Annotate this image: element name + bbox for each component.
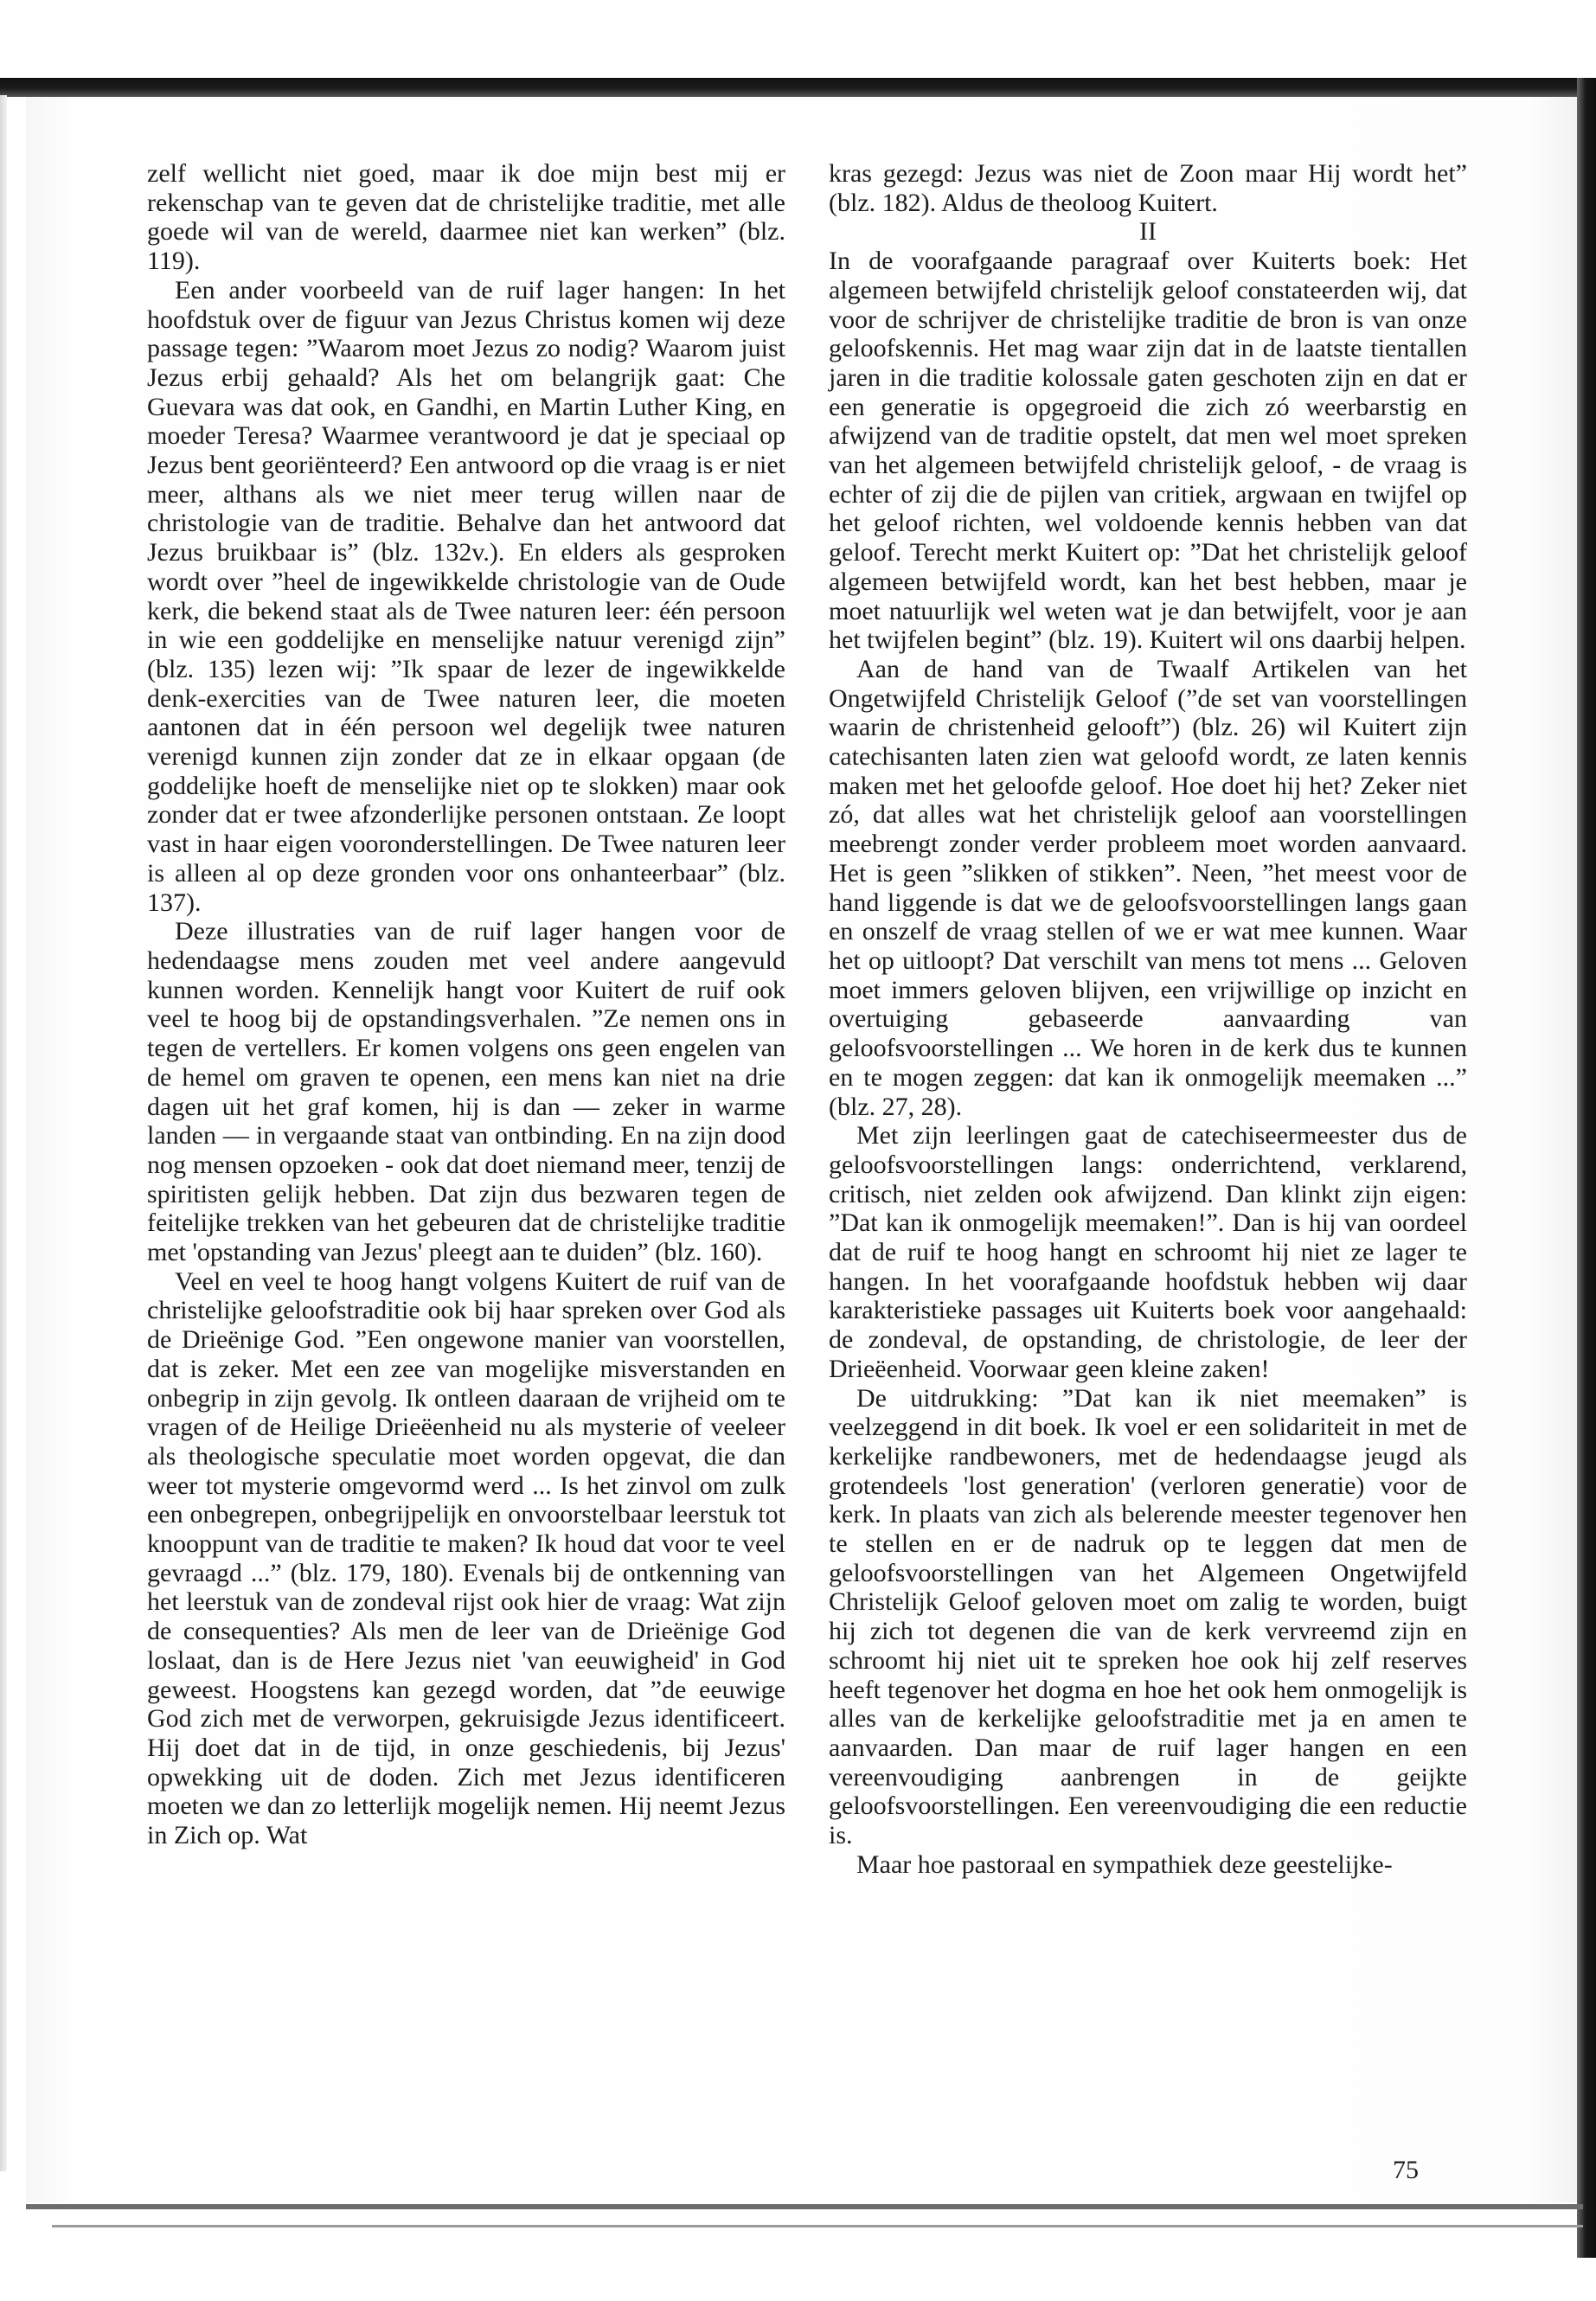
paragraph: Deze illustraties van de ruif lager hangen voor de hedendaagse mens zouden met veel andere aangevuld kunnen worden. Kennelijk hangt voor Kuitert de ruif ook veel te hoog bij de opstandingsverhalen. ”Ze nemen ons in tegen de vertellers. Er komen volgens ons geen engelen van de hemel om graven te openen, een mens kan niet na drie dagen uit het graf komen, hij is dan — zeker in warme landen — in vergaande staat van ontbinding. En na zijn dood nog mensen opzoeken - ook dat doet niemand meer, tenzij de spiritisten gelijk hebben. Dat zijn dus bezwaren tegen de feitelijke trekken van het gebeuren dat de christelijke traditie met 'opstanding van Jezus' pleegt aan te duiden” (blz. 160). [147, 917, 785, 1267]
paragraph: Veel en veel te hoog hangt volgens Kuitert de ruif van de christelijke geloofstraditie ook bij haar spreken over God als de Drieënige God. ”Een ongewone manier van voorstellen, dat is zeker. Met een zee van mogelijke misverstanden en onbegrip in zijn gevolg. Ik ontleen daaraan de vrijheid om te vragen of de Heilige Drieëenheid nu als mysterie of veeleer als theologische speculatie moet worden opgevat, die dan weer tot mysterie omgevormd werd ... Is het zinvol om zulk een onbegrepen, onbegrijpelijk en onvoorstelbaar leerstuk tot knooppunt van de traditie te maken? Ik houd dat voor te veel gevraagd ...” (blz. 179, 180). Evenals bij de ontkenning van het leerstuk van de zondeval rijst ook hier de vraag: Wat zijn de consequenties? Als men de leer van de Drieënige God loslaat, dan is de Here Jezus niet 'van eeuwigheid' in God geweest. Hoogstens kan gezegd worden, dat ”de eeuwige God zich met de verworpen, gekruisigde Jezus identificeert. Hij doet dat in de tijd, in onze geschiedenis, bij Jezus' opwekking uit de doden. Zich met Jezus identificeren moeten we dan zo letterlijk mogelijk nemen. Hij neemt Jezus in Zich op. Wat [147, 1266, 785, 1850]
paragraph: Aan de hand van de Twaalf Artikelen van het Ongetwijfeld Christelijk Geloof (”de set van voorstellingen waarin de christenheid gelooft”) (blz. 26) wil Kuitert zijn catechisanten laten zien wat geloofd wordt, ze laten kennis maken met het geloofde geloof. Hoe doet hij het? Zeker niet zó, dat alles wat het christelijk geloof aan voorstellingen meebrengt zonder verder probleem moet worden aanvaard. Het is geen ”slikken of stikken”. Neen, ”het meest voor de hand liggende is dat we de geloofsvoorstellingen langs gaan en onszelf de vraag stellen of we er wat mee kunnen. Waar het op uitloopt? Dat verschilt van mens tot mens ... Geloven moet immers geloven blijven, een vrijwillige op inzicht en overtuiging gebaseerde aanvaarding van geloofsvoorstellingen ... We horen in de kerk dus te kunnen en te mogen zeggen: dat kan ik onmogelijk meemaken ...” (blz. 27, 28). [829, 654, 1467, 1121]
scan-border-right [1577, 78, 1596, 2258]
section-heading: II [1139, 217, 1157, 247]
paragraph: Met zijn leerlingen gaat de catechiseermeester dus de geloofsvoorstellingen langs: onderrichtend, verklarend, critisch, niet zelden ook afwijzend. Dan klinkt zijn eigen: ”Dat kan ik onmogelijk meemaken!”. Dan is hij van oordeel dat de ruif te hoog hangt en schroomt hij niet ze lager te hangen. In het voorafgaande hoofdstuk hebben wij daar karakteristieke passages uit Kuiterts boek voor aangehaald: de zondeval, de opstanding, de christologie, de leer der Drieëenheid. Voorwaar geen kleine zaken! [829, 1121, 1467, 1383]
scan-border-bottom [26, 2204, 1583, 2209]
paragraph: De uitdrukking: ”Dat kan ik niet meemaken” is veelzeggend in dit boek. Ik voel er een solidariteit in met de kerkelijke randbewoners, met de hedendaagse jeugd als grotendeels 'lost generation' (verloren generatie) voor de kerk. In plaats van zich als belerende meester tegenover hen te stellen en er de nadruk op te leggen dat men de geloofsvoorstellingen van het Algemeen Ongetwijfeld Christelijk Geloof geloven moet om zalig te worden, buigt hij zich tot degenen die van de kerk vervreemd zijn en schroomt hij niet uit te spreken hoe ook hij zelf reserves heeft tegenover het dogma en hoe het ook hem onmogelijk is alles van de kerkelijke geloofstraditie met ja en amen te aanvaarden. Dan maar de ruif lager hangen en een vereenvoudiging aanbrengen in de geijkte geloofsvoorstellingen. Een vereenvoudiging die een reductie is. [829, 1383, 1467, 1850]
paragraph: zelf wellicht niet goed, maar ik doe mijn best mij er rekenschap van te geven dat de christelijke traditie, met alle goede wil van de wereld, daarmee niet kan werken” (blz. 119). [147, 159, 785, 276]
paragraph: In de voorafgaande paragraaf over Kuiterts boek: Het algemeen betwijfeld christelijk geloof constateerden wij, dat voor de schrijver de christelijke traditie de bron is van onze geloofskennis. Het mag waar zijn dat in de laatste tientallen jaren in die traditie kolossale gaten geschoten zijn en dat er een generatie is opgegroeid die zich zó weerbarstig en afwijzend van de traditie opstelt, dat men wel moet spreken van het algemeen betwijfeld christelijk geloof, - de vraag is echter of zij die de pijlen van critiek, argwaan en twijfel op het geloof richten, wel voldoende kennis hebben van dat geloof. Terecht merkt Kuitert op: ”Dat het christelijk geloof algemeen betwijfeld wordt, kan het best hebben, maar je moet natuurlijk wel weten wat je dan betwijfelt, voor je aan het twijfelen begint” (blz. 19). Kuitert wil ons daarbij helpen. [829, 247, 1467, 655]
paragraph: kras gezegd: Jezus was niet de Zoon maar Hij wordt het” (blz. 182). Aldus de theoloog Kuitert. [829, 159, 1467, 217]
paragraph: Maar hoe pastoraal en sympathiek deze geestelijke- [856, 1849, 1393, 1879]
page-number: 75 [1393, 2156, 1419, 2184]
scan-border-left [0, 95, 7, 2171]
left-column [147, 159, 785, 1850]
paragraph: Een ander voorbeeld van de ruif lager hangen: In het hoofdstuk over de figuur van Jezus Christus komen wij deze passage tegen: ”Waarom moet Jezus zo nodig? Waarom juist Jezus erbij gehaald? Als het om belangrijk gaat: Che Guevara was dat ook, en Gandhi, en Martin Luther King, en moeder Teresa? Waarmee verantwoord je dat je speciaal op Jezus bent georiënteerd? Een antwoord op die vraag is er niet meer, althans als we niet meer terug willen naar de christologie van de traditie. Behalve dan het antwoord dat Jezus bruikbaar is” (blz. 132v.). En elders als gesproken wordt over ”heel de ingewikkelde christologie van de Oude kerk, die bekend staat als de Twee naturen leer: één persoon in wie een goddelijke en menselijke natuur verenigd zijn” (blz. 135) lezen wij: ”Ik spaar de lezer de ingewikkelde denk-exercities van de Twee naturen leer, die moeten aantonen dat in één persoon wel degelijk twee naturen verenigd kunnen zijn zonder dat ze in elkaar opgaan (de goddelijke hoeft de menselijke niet op te slokken) maar ook zonder dat er twee afzonderlijke personen ontstaan. Ze loopt vast in haar eigen vooronderstellingen. De Twee naturen leer is alleen al op deze gronden voor ons onhanteerbaar” (blz. 137). [147, 275, 785, 917]
scan-border-bottom-line [52, 2225, 1583, 2227]
scan-border-top [0, 78, 1596, 97]
right-column [829, 159, 1467, 1879]
